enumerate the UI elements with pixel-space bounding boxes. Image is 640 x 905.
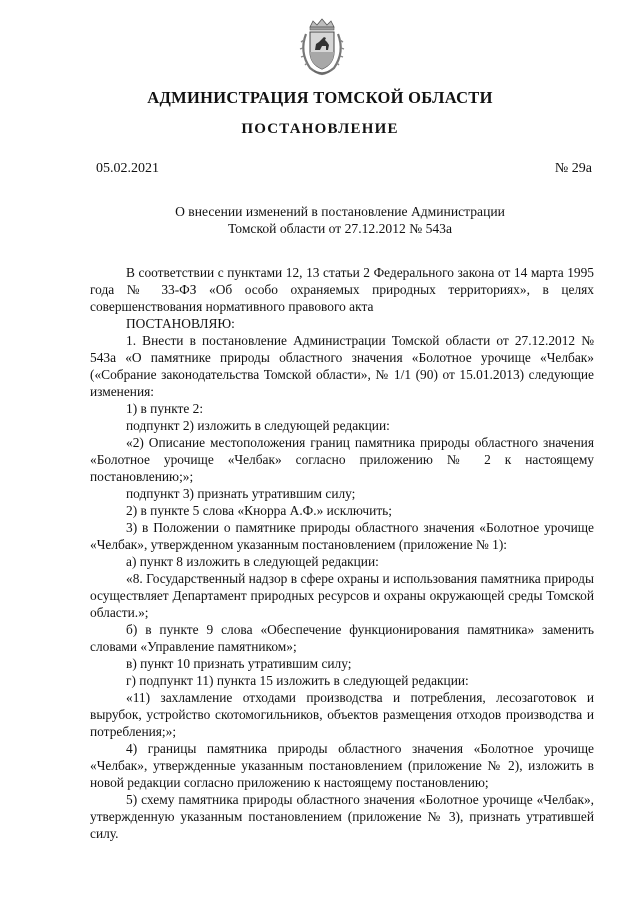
paragraph-g: г) подпункт 11) пункта 15 изложить в следующей редакции: xyxy=(126,673,469,688)
paragraph-subitem-1-text: подпункт 2) изложить в следующей редакции: xyxy=(126,418,390,433)
paragraph-subitem-4: 4) границы памятника природы областного значения «Болотное урочище «Челбак», утвержденные указанным постановлением (приложение № 2), изложить в новой редакции согласно приложению к настоящему постановлению; xyxy=(90,741,594,790)
document-subject xyxy=(150,203,530,237)
paragraph-subitem-3: 3) в Положении о памятнике природы областного значения «Болотное урочище «Челбак», утвержденном указанным постановлением (приложение № 1): xyxy=(90,520,594,552)
organization-title: АДМИНИСТРАЦИЯ ТОМСКОЙ ОБЛАСТИ xyxy=(147,88,493,107)
paragraph-quote-8: «8. Государственный надзор в сфере охраны и использования памятника природы осуществляет Департамент природных ресурсов и охраны окружающей среды Томской области.»; xyxy=(90,571,594,620)
document-type: ПОСТАНОВЛЕНИЕ xyxy=(241,121,399,137)
paragraph-subitem-1: 1) в пункте 2: xyxy=(126,401,204,416)
paragraph-resolve: ПОСТАНОВЛЯЮ: xyxy=(126,316,235,331)
paragraph-b: б) в пункте 9 слова «Обеспечение функционирования памятника» заменить словами «Управление памятником»; xyxy=(90,622,594,654)
paragraph-preamble: В соответствии с пунктами 12, 13 статьи 2 Федерального закона от 14 марта 1995 года № 33-ФЗ «Об особо охраняемых природных территориях», в целях совершенствования нормативного правового акта xyxy=(90,265,594,314)
subject-line-2: Томской области от 27.12.2012 № 543а xyxy=(228,221,452,236)
document-body xyxy=(90,264,594,842)
paragraph-a: а) пункт 8 изложить в следующей редакции: xyxy=(126,554,379,569)
paragraph-subitem-2: 2) в пункте 5 слова «Кнорра А.Ф.» исключить; xyxy=(126,503,393,518)
tomsk-region-coat-of-arms-icon xyxy=(296,18,348,76)
paragraph-quote-2: «2) Описание местоположения границ памятника природы областного значения «Болотное урочище «Челбак» согласно приложению № 2 к настоящему постановлению;»; xyxy=(90,435,594,484)
paragraph-subitem-5: 5) схему памятника природы областного значения «Болотное урочище «Челбак», утвержденную указанным постановлением (приложение № 3), признать утратившей силу. xyxy=(90,792,594,841)
paragraph-v: в) пункт 10 признать утратившим силу; xyxy=(126,656,352,671)
paragraph-subitem-3-void: подпункт 3) признать утратившим силу; xyxy=(126,486,356,501)
document-date: 05.02.2021 xyxy=(96,161,159,176)
document-number: № 29а xyxy=(554,161,592,176)
subject-line-1: О внесении изменений в постановление Администрации xyxy=(175,204,505,219)
paragraph-quote-11: «11) захламление отходами производства и потребления, лесозаготовок и вырубок, устройство скотомогильников, объектов размещения отходов производства и потребления;»; xyxy=(90,690,594,739)
paragraph-item-1: 1. Внести в постановление Администрации Томской области от 27.12.2012 № 543а «О памятнике природы областного значения «Болотное урочище «Челбак» («Собрание законодательства Томской области», № 1/1 (90) от 15.01.2013) следующие изменения: xyxy=(90,333,594,399)
